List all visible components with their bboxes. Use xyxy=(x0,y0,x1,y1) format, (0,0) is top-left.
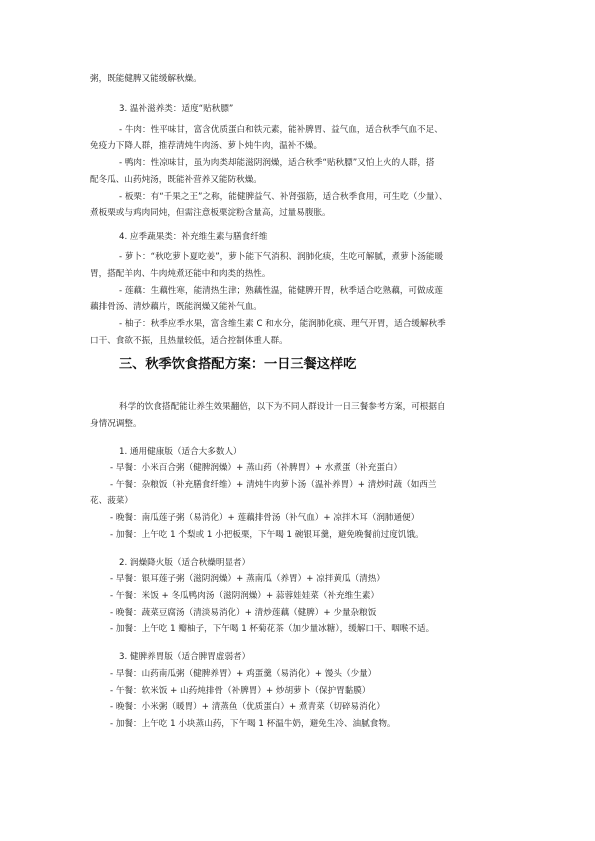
line-text: 身情况调整。 xyxy=(90,419,142,429)
line-text: 胃，搭配羊肉、牛肉炖煮还能中和肉类的热性。 xyxy=(90,269,271,279)
line-text: 免疫力下降人群，推荐清炖牛肉汤、萝卜炖牛肉，温补不燥。 xyxy=(90,141,323,151)
line-text: - 牛肉：性平味甘，富含优质蛋白和铁元素，能补脾胃、益气血，适合秋季气血不足、 xyxy=(119,125,443,135)
line-text: - 柚子：秋季应季水果，富含维生素 C 和水分，能润肺化痰、理气开胃，适合缓解秋季 xyxy=(119,319,446,329)
line-text: - 早餐：山药南瓜粥（健脾养胃）+ 鸡蛋羹（易消化）+ 馒头（少量） xyxy=(110,669,377,679)
line-text: - 加餐：上午吃 1 个梨或 1 小把板栗，下午喝 1 碗银耳羹，避免晚餐前过度饥饿。 xyxy=(110,530,424,540)
line-text: - 晚餐：小米粥（暖胃）+ 清蒸鱼（优质蛋白）+ 煮青菜（切碎易消化） xyxy=(110,702,385,712)
line-text: 粥，既能健脾又能缓解秋燥。 xyxy=(90,74,202,84)
line-text: - 早餐：银耳莲子粥（滋阴润燥）+ 蒸南瓜（养胃）+ 凉拌黄瓜（清热） xyxy=(110,574,385,584)
line-text: 科学的饮食搭配能让养生效果翻倍，以下为不同人群设计一日三餐参考方案，可根据自 xyxy=(119,402,446,412)
line-text: - 午餐：杂粮饭（补充膳食纤维）+ 清炖牛肉萝卜汤（温补养胃）+ 清炒时蔬（如西兰 xyxy=(110,480,437,490)
line-text: 煮板栗或与鸡肉同炖，但需注意板栗淀粉含量高，过量易腹胀。 xyxy=(90,208,331,218)
line-text: 2. 润燥降火版（适合秋燥明显者） xyxy=(119,558,251,568)
line-text: - 加餐：上午吃 1 瓣柚子，下午喝 1 杯菊花茶（加少量冰糖），缓解口干、咽喉不适。 xyxy=(110,624,435,634)
line-text: - 午餐：米饭 + 冬瓜鸭肉汤（滋阴润燥）+ 蒜蓉娃娃菜（补充维生素） xyxy=(110,591,380,601)
line-text: 1. 通用健康版（适合大多数人） xyxy=(119,447,242,457)
line-text: 配冬瓜、山药炖汤，既能补营养又能防秋燥。 xyxy=(90,175,262,185)
line-text: 3. 健脾养胃版（适合脾胃虚弱者） xyxy=(119,652,251,662)
line-text: 口干、食欲不振，且热量较低，适合控制体重人群。 xyxy=(90,336,288,346)
line-text: - 午餐：软米饭 + 山药炖排骨（补脾胃）+ 炒胡萝卜（保护胃黏膜） xyxy=(110,686,371,696)
line-text: - 早餐：小米百合粥（健脾润燥）+ 蒸山药（补脾胃）+ 水煮蛋（补充蛋白） xyxy=(110,463,403,473)
line-text: 花、菠菜） xyxy=(90,496,133,506)
line-text: - 莲藕：生藕性寒，能清热生津；熟藕性温，能健脾开胃，秋季适合吃熟藕，可做成莲 xyxy=(119,286,443,296)
section-heading: 三、秋季饮食搭配方案：一日三餐这样吃 xyxy=(119,357,357,372)
line-text: - 晚餐：南瓜莲子粥（易消化）+ 莲藕排骨汤（补气血）+ 凉拌木耳（润肺通便） xyxy=(110,513,420,523)
line-text: 3. 温补滋养类：适度“贴秋膘” xyxy=(119,104,234,114)
line-text: - 鸭肉：性凉味甘，虽为肉类却能滋阴润燥，适合秋季“贴秋膘”又怕上火的人群，搭 xyxy=(119,158,435,168)
line-text: - 板栗：有“千果之王”之称，能健脾益气、补肾强筋，适合秋季食用，可生吃（少量）、 xyxy=(119,192,448,202)
line-text: - 晚餐：蔬菜豆腐汤（清淡易消化）+ 清炒莲藕（健脾）+ 少量杂粮饭 xyxy=(110,608,377,618)
line-text: 藕排骨汤、清炒藕片，既能润燥又能补气血。 xyxy=(90,302,262,312)
line-text: 4. 应季蔬果类：补充维生素与膳食纤维 xyxy=(119,232,268,242)
line-text: - 加餐：上午吃 1 小块蒸山药，下午喝 1 杯温牛奶，避免生冷、油腻食物。 xyxy=(110,719,396,729)
line-text: - 萝卜：“秋吃萝卜夏吃姜”，萝卜能下气消积、润肺化痰，生吃可解腻，煮萝卜汤能暖 xyxy=(119,252,444,262)
